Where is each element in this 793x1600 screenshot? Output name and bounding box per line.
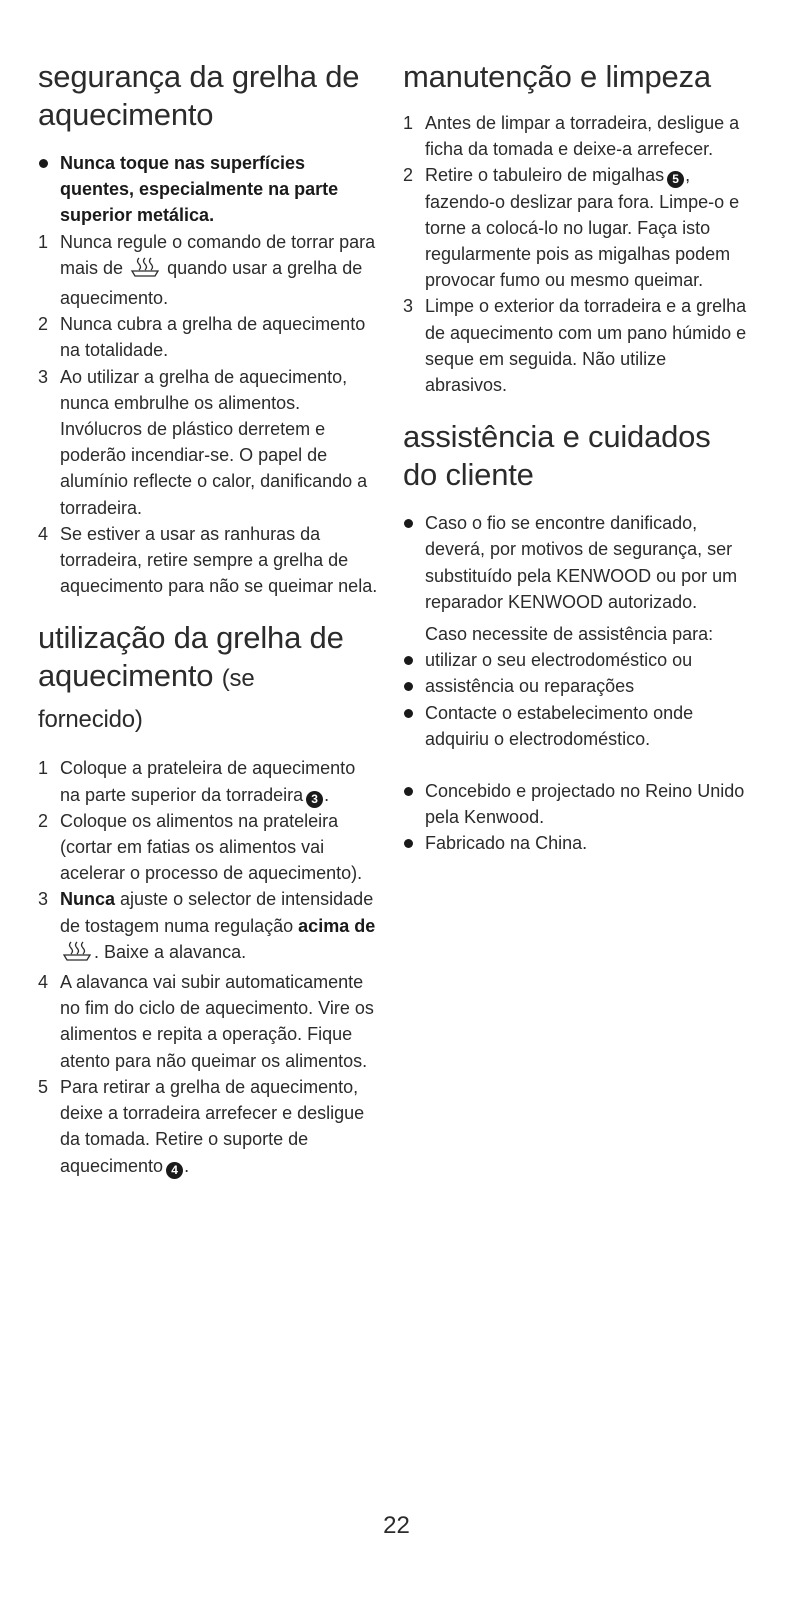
heat-symbol-icon [130, 256, 160, 285]
item-text: Nunca regule o comando de torrar para mais de [60, 231, 376, 278]
item-text: Coloque os alimentos na prateleira (cortar em fatias os alimentos vai acelerar o processo de aquecimento). [60, 810, 363, 884]
item-text: Nunca cubra a grelha de aquecimento na totalidade. [60, 314, 366, 361]
bullet-icon [39, 159, 48, 168]
usage-title-line3: fornecido) [38, 706, 143, 734]
item-text: Se estiver a usar as ranhuras da torradeira, retire sempre a grelha de aquecimento para não se queimar nela. [60, 523, 378, 597]
item-text: Para retirar a grelha de aquecimento, deixe a torradeira arrefecer e desligue da tomada. Retire o suporte de aquecimento [60, 1076, 365, 1176]
service-bullet [403, 673, 748, 699]
safety-item [38, 364, 378, 521]
item-number: 2 [38, 314, 49, 335]
maintenance-list [403, 110, 748, 398]
item-text: Coloque a prateleira de aquecimento na parte superior da torradeira [60, 758, 356, 805]
spacer [403, 752, 748, 778]
bullet-icon [404, 839, 413, 848]
number-circle-icon: 3 [306, 791, 323, 808]
bullet-icon [404, 682, 413, 691]
item-text: Ao utilizar a grelha de aquecimento, nunca embrulhe os alimentos. Invólucros de plástico derretem e poderão incendiar-se. O papel de alumínio reflecte o calor, danificando a torradeira. [60, 366, 368, 518]
item-number: 4 [38, 523, 49, 544]
item-text: A alavanca vai subir automaticamente no fim do ciclo de aquecimento. Vire os alimentos e repita a operação. Fique atento para não queimar os alimentos. [60, 972, 374, 1071]
usage-item [38, 1074, 378, 1179]
item-number: 3 [403, 296, 414, 317]
item-text: , fazendo-o deslizar para fora. Limpe-o e torne a colocá-lo no lugar. Faça isto regularmente pois as migalhas podem provocar fumo ou mesmo queimar. [425, 165, 740, 291]
item-text-end: . [324, 784, 330, 805]
safety-section [38, 58, 378, 599]
item-number: 2 [38, 810, 49, 831]
usage-section [38, 619, 378, 1178]
usage-title-line2: aquecimento [38, 658, 214, 694]
safety-title-line1: segurança da grelha de [38, 59, 360, 94]
maintenance-section [403, 58, 748, 398]
service-options-list [403, 647, 748, 752]
origin-bullet [403, 778, 748, 830]
item-number: 4 [38, 972, 49, 993]
safety-item [38, 521, 378, 600]
safety-warning [38, 150, 378, 229]
usage-item [38, 969, 378, 1074]
left-column [38, 58, 378, 1199]
item-number: 5 [38, 1076, 49, 1097]
item-text: Antes de limpar a torradeira, desligue a ficha da tomada e deixe-a arrefecer. [425, 113, 740, 160]
usage-item [38, 886, 378, 969]
bullet-icon [404, 787, 413, 796]
service-list [403, 510, 748, 615]
item-number: 1 [38, 231, 49, 252]
usage-title [38, 619, 378, 739]
safety-warning-text: Nunca toque nas superfícies quentes, especialmente na parte superior metálica. [60, 153, 339, 226]
safety-title-line2: aquecimento [38, 97, 214, 132]
service-section [403, 418, 748, 856]
item-text: utilizar o seu electrodoméstico ou [425, 650, 693, 671]
usage-item [38, 808, 378, 887]
heat-symbol-icon [62, 940, 92, 969]
item-number: 1 [38, 758, 49, 779]
item-text-end: . Baixe a alavanca. [94, 941, 247, 962]
origin-list [403, 778, 748, 857]
bullet-icon [404, 519, 413, 528]
item-number: 3 [38, 366, 49, 387]
item-text-end: . [184, 1155, 190, 1176]
safety-item [38, 229, 378, 312]
service-bullet [403, 510, 748, 615]
service-title [403, 418, 748, 494]
item-bold-text: Nunca [60, 889, 116, 910]
item-text: ajuste o selector de intensidade de tostagem numa regulação [60, 889, 374, 936]
origin-bullet [403, 830, 748, 856]
item-text: Retire o tabuleiro de migalhas [425, 165, 665, 186]
usage-title-line1: utilização da grelha de [38, 620, 344, 656]
service-intro: Caso necessite de assistência para: [425, 624, 714, 645]
item-bold-text: acima de [298, 915, 376, 936]
usage-title-small: (se [221, 665, 255, 693]
item-number: 2 [403, 165, 414, 186]
number-circle-icon: 5 [667, 171, 684, 188]
number-circle-icon: 4 [166, 1162, 183, 1179]
safety-item [38, 311, 378, 363]
maintenance-item [403, 162, 748, 293]
page-number: 22 [383, 1512, 410, 1539]
bullet-icon [404, 656, 413, 665]
usage-item [38, 755, 378, 807]
item-number: 1 [403, 113, 414, 133]
safety-list [38, 150, 378, 599]
service-bullet [403, 647, 748, 673]
bullet-icon [404, 709, 413, 718]
item-text: Caso o fio se encontre danificado, deverá, por motivos de segurança, ser substituído pela KENWOOD ou por um reparador KENWOOD autorizado. [425, 513, 738, 612]
item-text: Concebido e projectado no Reino Unido pela Kenwood. [425, 781, 745, 828]
usage-list [38, 755, 378, 1178]
item-text: Limpe o exterior da torradeira e a grelha de aquecimento com um pano húmido e seque em seguida. Não utilize abrasivos. [425, 296, 747, 396]
item-number: 3 [38, 889, 49, 910]
safety-title [38, 58, 378, 134]
maintenance-item [403, 293, 748, 398]
service-bullet [403, 700, 748, 752]
item-text: assistência ou reparações [425, 676, 635, 697]
item-text: Contacte o estabelecimento onde adquiriu o electrodoméstico. [425, 702, 694, 749]
service-title-line2: do cliente [403, 457, 534, 493]
service-title-line1: assistência e cuidados [403, 419, 711, 455]
item-text: Fabricado na China. [425, 833, 588, 854]
maintenance-item [403, 110, 748, 162]
right-column [403, 58, 748, 877]
maintenance-title: manutenção e limpeza [403, 59, 711, 94]
item-text: quando usar a grelha de aquecimento. [60, 257, 363, 309]
